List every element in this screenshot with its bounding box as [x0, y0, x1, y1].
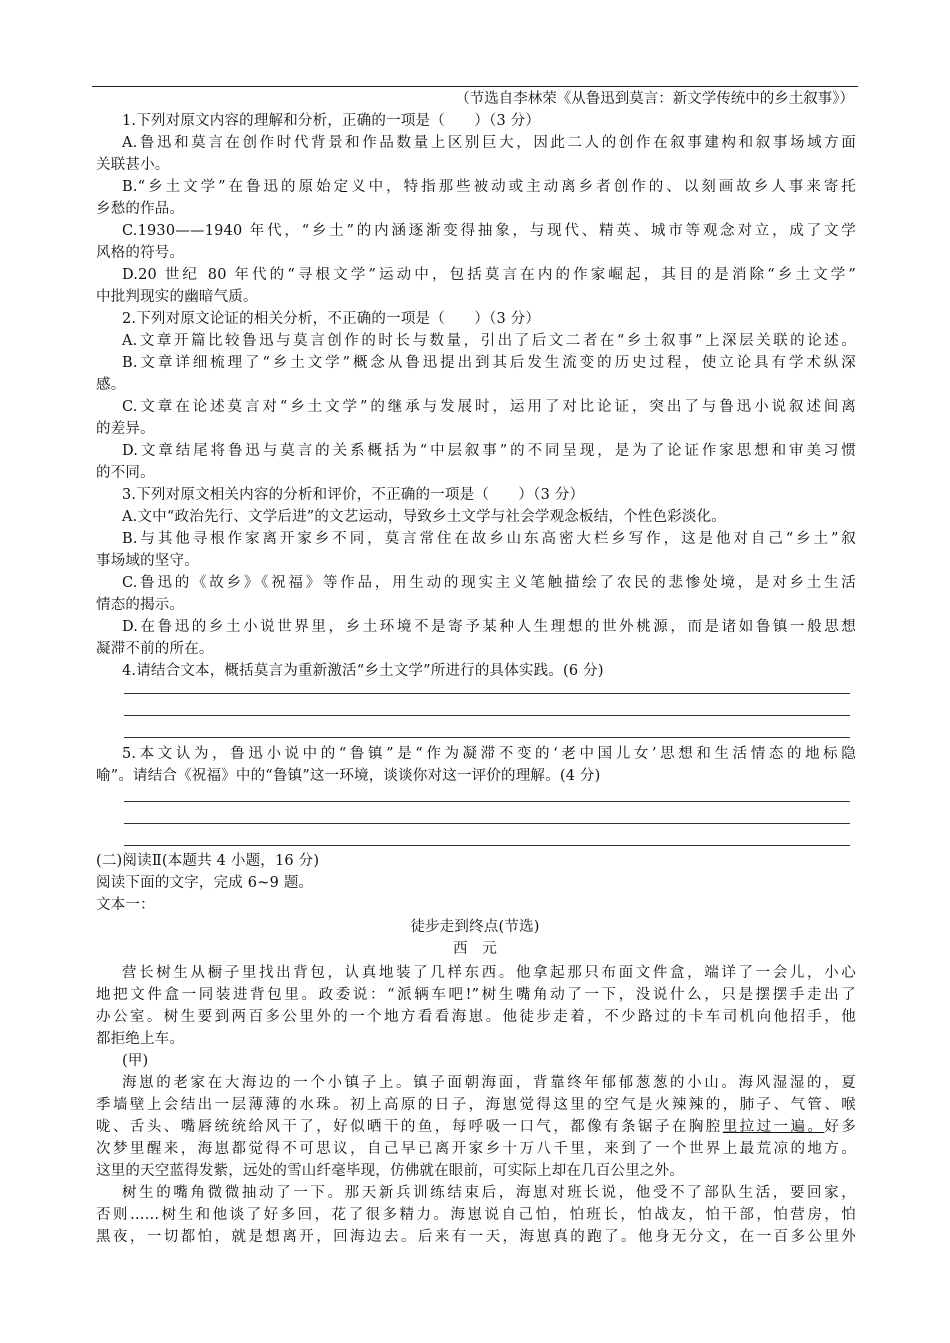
- q3-option-c: C.鲁迅的《故乡》《祝福》等作品，用生动的现实主义笔触描绘了农民的悲惨处境，是对乡土生活: [122, 575, 856, 591]
- story-p2-line-3: [96, 1116, 856, 1138]
- section-instructions: 阅读下面的文字，完成 6~9 题。: [96, 875, 314, 891]
- q3-stem: 3.下列对原文相关内容的分析和评价，不正确的一项是（ ）（3 分）: [122, 487, 585, 503]
- section-heading: (二)阅读Ⅱ(本题共 4 小题，16 分): [96, 853, 320, 869]
- q3-option-c-cont: 情态的揭示。: [96, 597, 185, 613]
- story-p2-line-1: 海崽的老家在大海边的一个小镇子上。镇子面朝海面，背靠终年郁郁葱葱的小山。海风湿湿的，夏: [122, 1075, 856, 1091]
- story-title: 徒步走到终点(节选): [410, 919, 540, 935]
- text-label: 文本一：: [96, 897, 155, 913]
- q3-option-a: A.文中“政治先行、文学后进”的文艺运动，导致乡土文学与社会学观念板结，个性色彩淡化。: [122, 509, 727, 525]
- story-p1-line-2: 地把文件盒一同装进背包里。政委说：“派辆车吧!”树生嘴角动了一下，没说什么，只是摆摆手走出了: [96, 987, 856, 1003]
- q5-answer-line-3[interactable]: [124, 845, 850, 846]
- q4-answer-line-2[interactable]: [124, 715, 850, 716]
- q3-option-b-cont: 事场域的坚守。: [96, 553, 199, 569]
- q4-stem: 4.请结合文本，概括莫言为重新激活“乡土文学”所进行的具体实践。(6 分): [122, 663, 604, 679]
- q1-option-a-cont: 关联甚小。: [96, 157, 170, 173]
- q1-option-d: D.20 世纪 80 年代的“寻根文学”运动中，包括莫言在内的作家崛起，其目的是消除“乡土文学”: [122, 267, 856, 283]
- q4-answer-line-3[interactable]: [124, 737, 850, 738]
- q1-option-c-cont: 风格的符号。: [96, 245, 185, 261]
- q1-option-c: C.1930——1940 年代，“乡土”的内涵逐渐变得抽象，与现代、精英、城市等观念对立，成了文学: [122, 223, 856, 239]
- q1-option-b: B.“乡土文学”在鲁迅的原始定义中，特指那些被动或主动离乡者创作的、以刻画故乡人事来寄托: [122, 179, 856, 195]
- q2-option-d-cont: 的不同。: [96, 465, 155, 481]
- q2-stem: 2.下列对原文论证的相关分析，不正确的一项是（ ）（3 分）: [122, 311, 541, 327]
- story-p1-line-1: 营长树生从橱子里找出背包，认真地装了几样东西。他拿起那只布面文件盒，端详了一会儿，小心: [122, 965, 856, 981]
- story-p2-line-5: 这里的天空蓝得发紫，远处的雪山纤毫毕现，仿佛就在眼前，可实际上却在几百公里之外。: [96, 1163, 684, 1179]
- q1-stem: 1.下列对原文内容的理解和分析，正确的一项是（ ）（3 分）: [122, 113, 541, 129]
- story-p2-line-3-b: 好多: [824, 1119, 856, 1135]
- story-p1-line-4: 都拒绝上车。: [96, 1031, 185, 1047]
- q3-option-b: B.与其他寻根作家离开家乡不同，莫言常住在故乡山东高密大栏乡写作，这是他对自己“乡土”叙: [122, 531, 856, 547]
- source-citation: （节选自李林荣《从鲁迅到莫言：新文学传统中的乡土叙事》）: [455, 91, 854, 107]
- marker-jia: (甲): [122, 1053, 149, 1069]
- q2-option-b-cont: 感。: [96, 377, 126, 393]
- q2-option-c-cont: 的差异。: [96, 421, 155, 437]
- story-p1-line-3: 办公室。树生要到两百多公里外的一个地方看看海崽。他徒步走着，不少路过的卡车司机向他招手，他: [96, 1009, 856, 1025]
- q3-option-d: D.在鲁迅的乡土小说世界里，乡土环境不是寄予某种人生理想的世外桃源，而是诸如鲁镇一般思想: [122, 619, 856, 635]
- story-p2-line-3-a: 咙、舌头、嘴唇统统给风干了，好似晒干的鱼，每呼吸一口气，都像有条锯子在胸腔: [96, 1119, 723, 1135]
- q1-option-d-cont: 中批判现实的幽暗气质。: [96, 289, 258, 305]
- underlined-phrase: 里拉过一遍。: [722, 1119, 825, 1135]
- story-p2-line-2: 季墙壁上会结出一层薄薄的水珠。初上高原的日子，海崽觉得这里的空气是火辣辣的，肺子、气管、喉: [96, 1097, 856, 1113]
- q5-stem: 5.本文认为，鲁迅小说中的“鲁镇”是“作为凝滞不变的‘老中国儿女’思想和生活情态的地标隐: [122, 746, 856, 762]
- q5-stem-cont: 喻”。请结合《祝福》中的“鲁镇”这一环境，谈谈你对这一评价的理解。(4 分): [96, 768, 601, 784]
- story-p3-line-1: 树生的嘴角微微抽动了一下。那天新兵训练结束后，海崽对班长说，他受不了部队生活，要回家，: [122, 1185, 856, 1201]
- q4-answer-line-1[interactable]: [124, 693, 850, 694]
- top-rule: [92, 86, 858, 87]
- story-p2-line-4: 次梦里醒来，海崽都觉得不可思议，自己早已离开家乡十万八千里，来到了一个世界上最荒凉的地方。: [96, 1141, 856, 1157]
- q1-option-b-cont: 乡愁的作品。: [96, 201, 185, 217]
- q3-option-d-cont: 凝滞不前的所在。: [96, 641, 214, 657]
- q2-option-c: C.文章在论述莫言对“乡土文学”的继承与发展时，运用了对比论证，突出了与鲁迅小说叙述间离: [122, 399, 856, 415]
- story-author: 西 元: [452, 941, 498, 957]
- q1-option-a: A.鲁迅和莫言在创作时代背景和作品数量上区别巨大，因此二人的创作在叙事建构和叙事场域方面: [122, 135, 856, 151]
- q2-option-a: A.文章开篇比较鲁迅与莫言创作的时长与数量，引出了后文二者在“乡土叙事”上深层关联的论述。: [122, 333, 856, 349]
- q2-option-b: B.文章详细梳理了“乡土文学”概念从鲁迅提出到其后发生流变的历史过程，使立论具有学术纵深: [122, 355, 856, 371]
- story-p3-line-2: 否则……树生和他谈了好多回，花了很多精力。海崽说自己怕，怕班长，怕战友，怕干部，怕营房，怕: [96, 1207, 856, 1223]
- q5-answer-line-1[interactable]: [124, 801, 850, 802]
- q5-answer-line-2[interactable]: [124, 823, 850, 824]
- story-p3-line-3: 黑夜，一切都怕，就是想离开，回海边去。后来有一天，海崽真的跑了。他身无分文，在一百多公里外: [96, 1229, 856, 1245]
- q2-option-d: D.文章结尾将鲁迅与莫言的关系概括为“中层叙事”的不同呈现，是为了论证作家思想和审美习惯: [122, 443, 856, 459]
